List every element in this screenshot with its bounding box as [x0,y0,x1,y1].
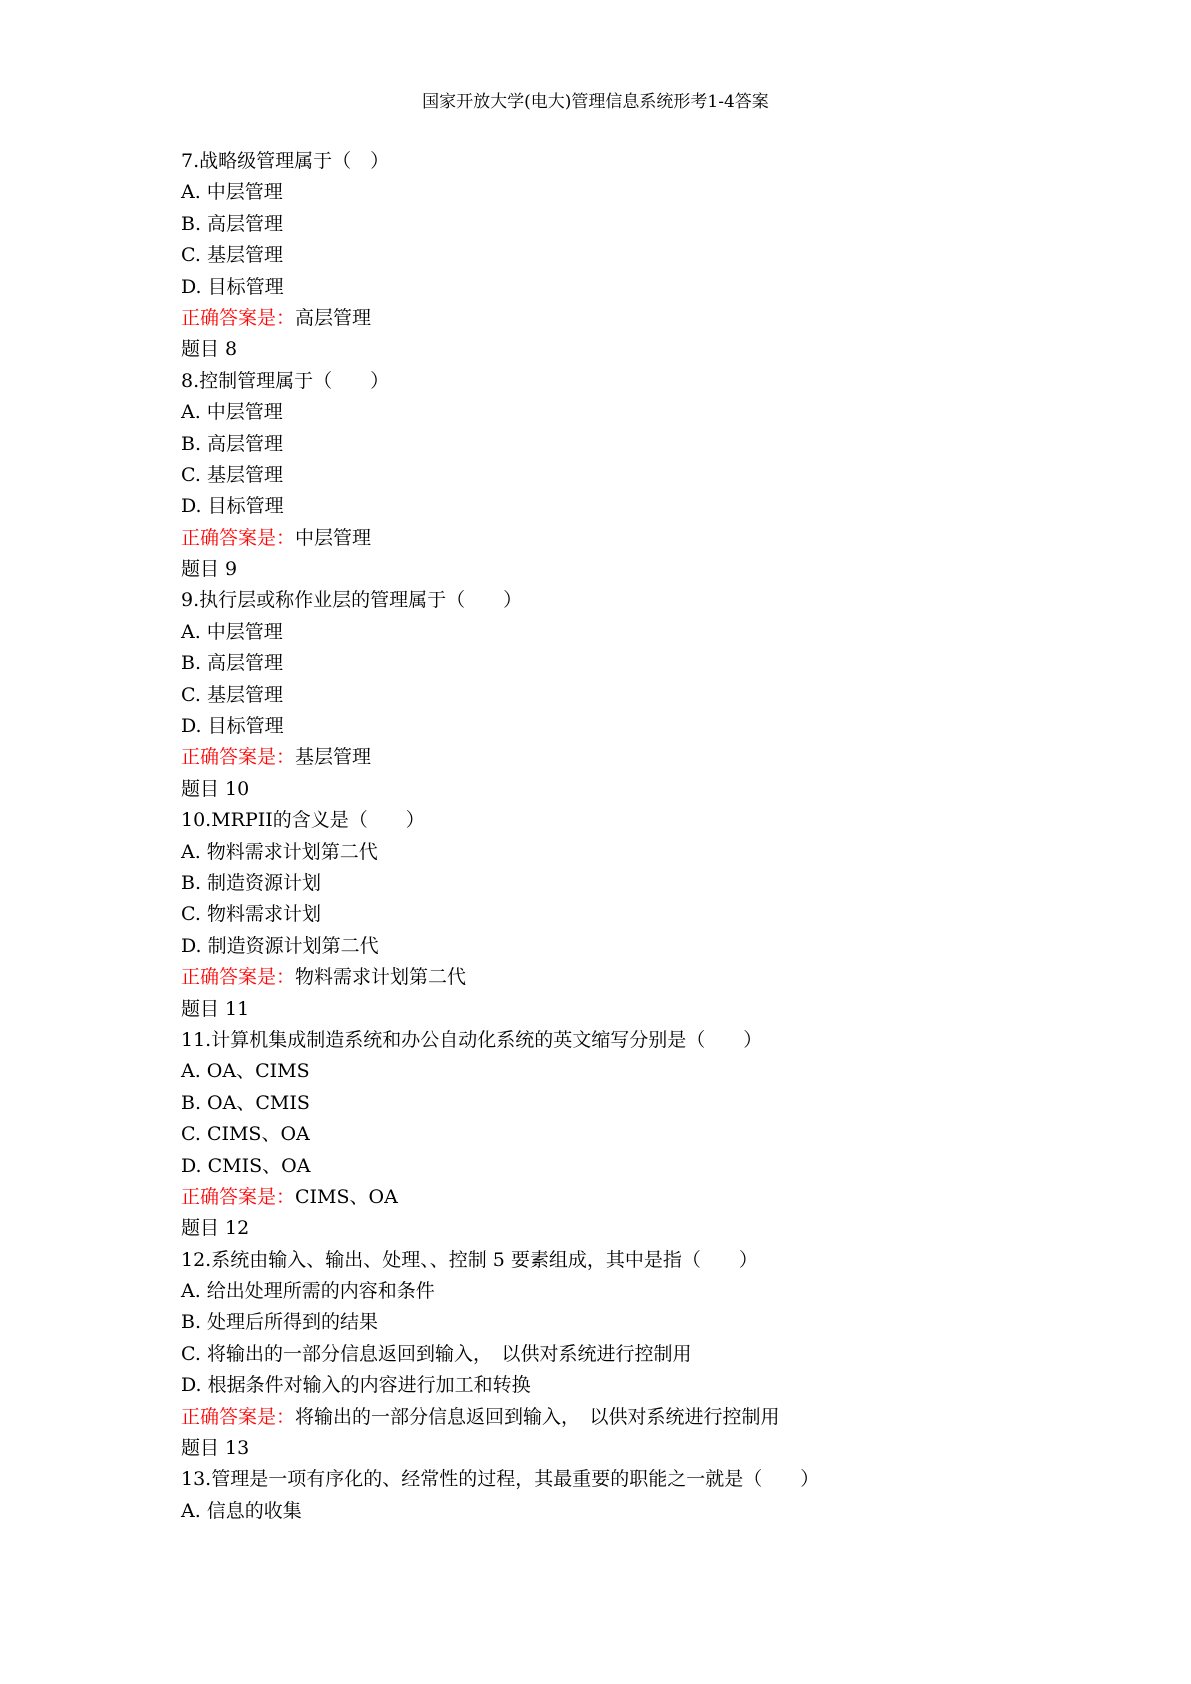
text-line: D. 目标管理 [181,495,284,518]
text-line: A. 中层管理 [181,401,283,424]
correct-answer-value: 基层管理 [295,746,372,769]
text-line: 题目 13 [181,1437,250,1460]
correct-answer-label: 正确答案是： [181,306,296,329]
text-line: 8.控制管理属于（ ） [181,369,390,392]
text-line: 13.管理是一项有序化的、经常性的过程，其最重要的职能之一就是（ ） [181,1468,820,1491]
correct-answer-label: 正确答案是： [181,526,296,549]
text-line: A. 物料需求计划第二代 [181,840,378,863]
text-line: 题目 10 [181,777,250,800]
text-line: 12.系统由输入、输出、处理、、控制 5 要素组成，其中是指（ ） [181,1248,758,1271]
text-line: B. 高层管理 [181,212,284,235]
text-line: C. CIMS、OA [181,1123,310,1146]
text-line: 10.MRPII的含义是（ ） [181,809,425,832]
correct-answer-value: 高层管理 [295,306,372,329]
text-line: 题目 9 [181,558,238,581]
text-line: C. 将输出的一部分信息返回到输入， 以供对系统进行控制用 [181,1342,692,1365]
text-line: 题目 11 [181,997,250,1020]
correct-answer-value: CIMS、OA [295,1185,398,1208]
text-line: B. 高层管理 [181,652,284,675]
text-line: 9.执行层或称作业层的管理属于（ ） [181,589,523,612]
correct-answer-line [181,1402,1081,1433]
text-line: B. OA、CMIS [181,1091,310,1114]
text-line: 题目 12 [181,1217,250,1240]
correct-answer-line [181,962,1081,993]
text-line: C. 基层管理 [181,463,283,486]
correct-answer-label: 正确答案是： [181,1185,296,1208]
text-line: C. 基层管理 [181,244,283,267]
text-line: A. 中层管理 [181,620,283,643]
text-line: 11.计算机集成制造系统和办公自动化系统的英文缩写分别是（ ） [181,1028,763,1051]
correct-answer-value: 将输出的一部分信息返回到输入， 以供对系统进行控制用 [295,1405,780,1428]
text-line: D. 目标管理 [181,715,284,738]
text-line: A. 给出处理所需的内容和条件 [181,1280,435,1303]
correct-answer-line [181,1182,1081,1213]
text-line: A. 中层管理 [181,181,283,204]
correct-answer-line [181,523,1081,554]
text-line: B. 处理后所得到的结果 [181,1311,379,1334]
text-line: C. 基层管理 [181,683,283,706]
question-list [181,146,1081,1527]
text-line: B. 高层管理 [181,432,284,455]
text-line: D. 目标管理 [181,275,284,298]
text-line: C. 物料需求计划 [181,903,321,926]
text-line: D. 根据条件对输入的内容进行加工和转换 [181,1374,531,1397]
page-title: 国家开放大学(电大)管理信息系统形考1-4答案 [422,92,769,112]
text-line: B. 制造资源计划 [181,871,322,894]
text-line: 题目 8 [181,338,238,361]
correct-answer-value: 物料需求计划第二代 [295,966,467,989]
text-line: D. 制造资源计划第二代 [181,934,379,957]
correct-answer-label: 正确答案是： [181,746,296,769]
correct-answer-value: 中层管理 [295,526,372,549]
text-line: 7.战略级管理属于（ ） [181,150,390,172]
text-line: A. OA、CIMS [181,1060,310,1083]
text-line: D. CMIS、OA [181,1154,311,1177]
correct-answer-line [181,303,1081,334]
correct-answer-label: 正确答案是： [181,966,296,989]
text-line: A. 信息的收集 [181,1499,302,1522]
correct-answer-label: 正确答案是： [181,1405,296,1428]
correct-answer-line [181,742,1081,773]
